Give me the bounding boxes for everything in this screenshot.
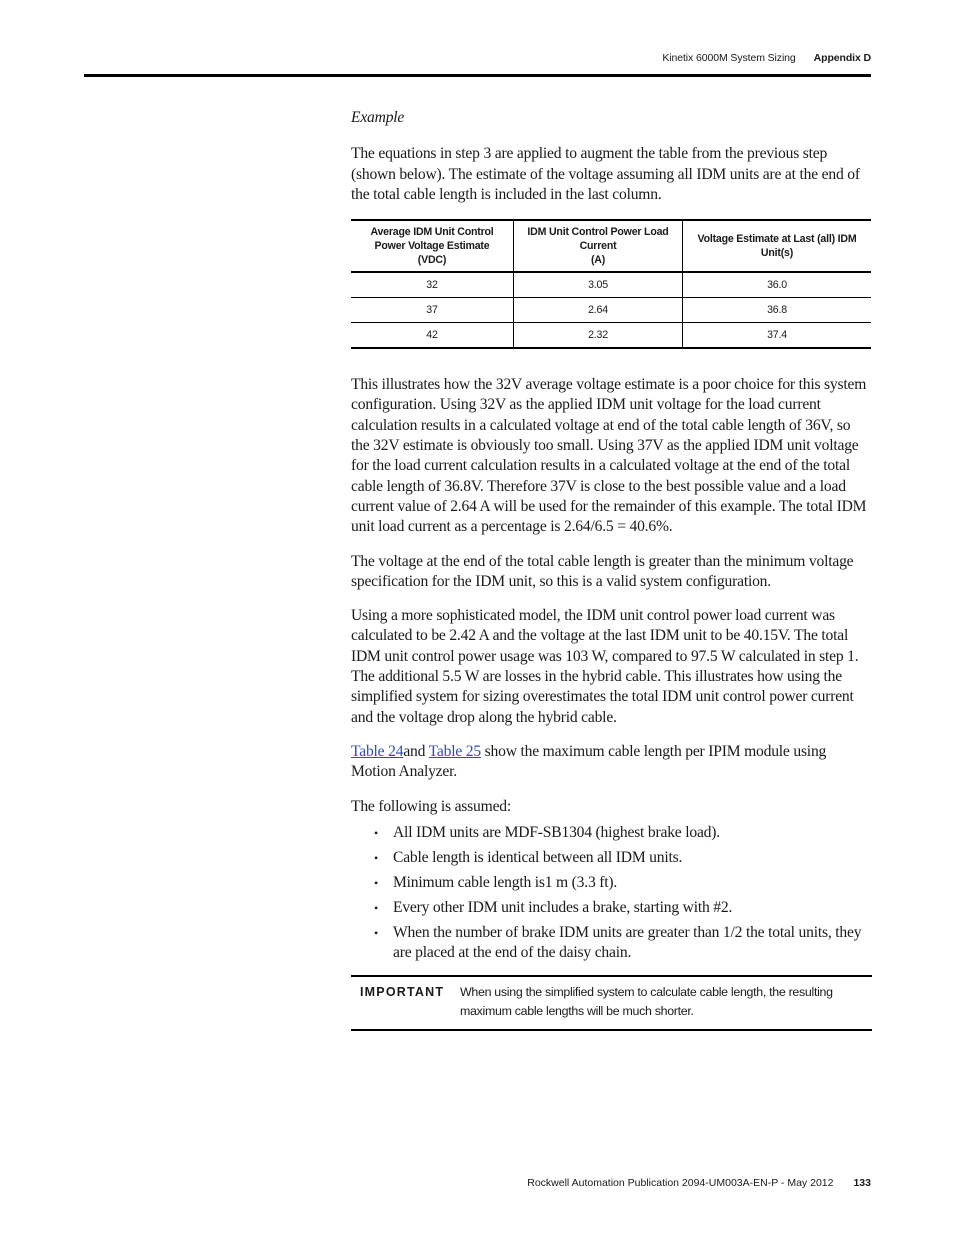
table-cell: 36.0 (683, 272, 872, 298)
table-reference-paragraph (351, 742, 871, 783)
column-header-voltage-estimate: Voltage Estimate at Last (all) IDM Unit(s) (683, 220, 872, 272)
footer-publication: Rockwell Automation Publication 2094-UM003A-EN-P - May 2012 (527, 1177, 834, 1189)
header-section-title: Kinetix 6000M System Sizing (662, 52, 796, 64)
bullet-icon: • (374, 825, 379, 840)
table-header-row (351, 220, 871, 272)
table-cell: 42 (351, 323, 514, 349)
example-label: Example (351, 109, 405, 126)
table-24-link[interactable]: Table 24 (351, 742, 404, 760)
table-cell: 37.4 (683, 323, 872, 349)
intro-paragraph: The equations in step 3 are applied to augment the table from the previous step (shown below). The estimate of the voltage assuming all IDM units are at the end of the total cable length is included in the last column. (351, 145, 860, 203)
bullet-icon: • (374, 850, 379, 865)
table-row (351, 298, 871, 323)
validity-paragraph: The voltage at the end of the total cable length is greater than the minimum voltage specification for the IDM unit, so this is a valid system configuration. (351, 552, 854, 590)
bullet-icon: • (374, 925, 379, 940)
sophisticated-model-paragraph: Using a more sophisticated model, the IDM unit control power load current was calculated to be 2.42 A and the voltage at the last IDM unit to be 40.15V. The total IDM unit control power usage was 103 W, compared to 97.5 W calculated in step 1. The additional 5.5 W are losses in the hybrid cable. This illustrates how using the simplified system for sizing overestimates the total IDM unit control power current and the voltage drop along the hybrid cable. (351, 607, 859, 726)
important-notice (351, 975, 872, 1031)
assumptions-intro: The following is assumed: (351, 797, 512, 815)
assumptions-list (351, 823, 871, 964)
list-item: • Cable length is identical between all IDM units. (393, 848, 871, 868)
bullet-icon: • (374, 900, 379, 915)
voltage-estimate-table (351, 219, 871, 349)
table-row (351, 323, 871, 349)
table-25-link[interactable]: Table 25 (428, 742, 481, 760)
table-cell: 2.64 (514, 298, 683, 323)
list-item: • All IDM units are MDF-SB1304 (highest brake load). (393, 823, 871, 843)
reference-rest-text: show the maximum cable length per IPIM module using Motion Analyzer. (351, 742, 827, 781)
table-row (351, 272, 871, 298)
list-item: • When the number of brake IDM units are greater than 1/2 the total units, they are placed at the end of the daisy chain. (374, 923, 862, 962)
column-header-load-current: IDM Unit Control Power Load Current (A) (514, 220, 683, 272)
header-rule (84, 74, 871, 77)
table-cell: 36.8 (683, 298, 872, 323)
important-label: IMPORTANT (360, 985, 445, 999)
reference-connector-text: and (403, 742, 429, 760)
column-header-average-voltage: Average IDM Unit Control Power Voltage Estimate (VDC) (370, 226, 494, 267)
header-appendix: Appendix D (813, 52, 871, 64)
table-cell: 32 (351, 272, 514, 298)
table-cell: 37 (351, 298, 514, 323)
list-item: • Minimum cable length is1 m (3.3 ft). (393, 873, 871, 893)
list-item: • Every other IDM unit includes a brake, starting with #2. (393, 898, 871, 918)
page-number: 133 (853, 1177, 871, 1189)
analysis-paragraph: This illustrates how the 32V average voltage estimate is a poor choice for this system configuration. Using 32V as the applied IDM unit voltage for the load current calculation results in a calculated voltage at end of the total cable length of 36V, so the 32V estimate is obviously too small. Using 37V as the applied IDM unit voltage for the load current calculation results in a calculated voltage at the end of the total cable length of 36.8V. Therefore 37V is close to the best possible value and a load current value of 2.64 A will be used for the remainder of this example. The total IDM unit load current as a percentage is 2.64/6.5 = 40.6%. (351, 376, 867, 536)
table-cell: 2.32 (514, 323, 683, 349)
bullet-icon: • (374, 875, 379, 890)
main-content (351, 108, 871, 968)
page-header (84, 52, 871, 68)
important-text: When using the simplified system to calculate cable length, the resulting maximum cable lengths will be much shorter. (460, 985, 833, 1018)
table-cell: 3.05 (514, 272, 683, 298)
page-footer (84, 1177, 871, 1189)
